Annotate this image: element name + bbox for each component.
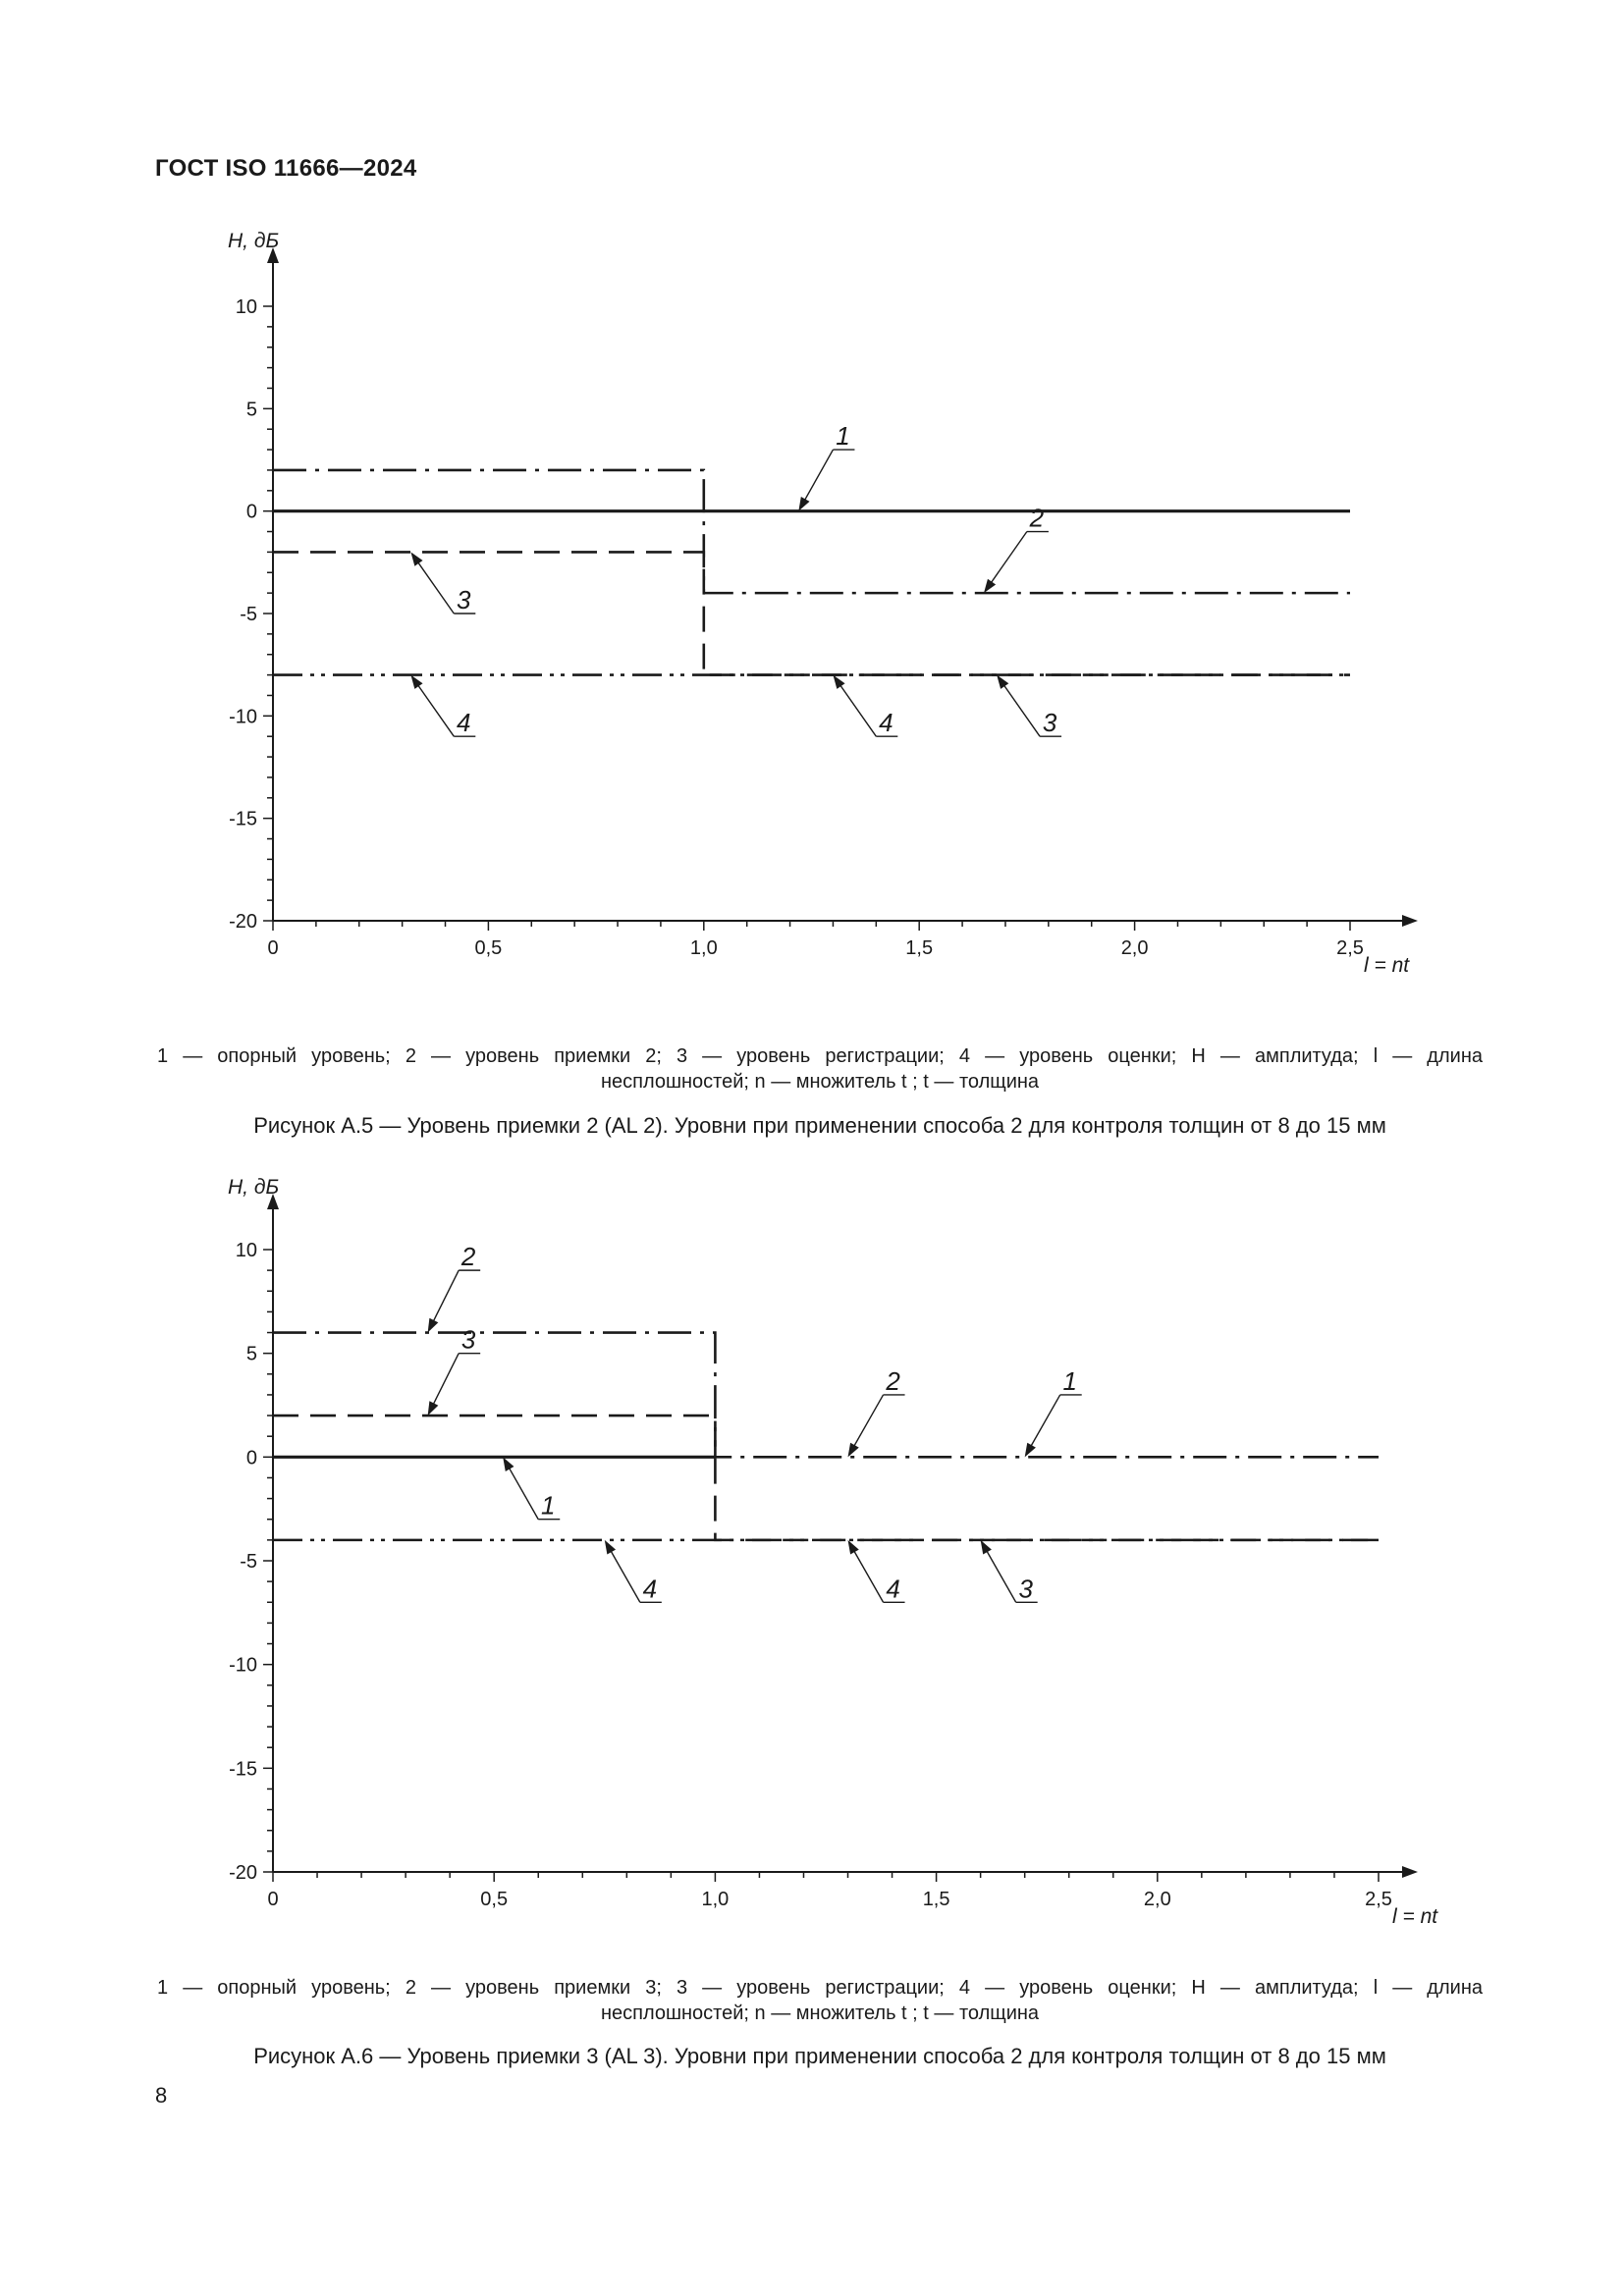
series-line-3 <box>273 1415 1379 1540</box>
annotation-leader <box>429 1354 459 1413</box>
x-tick-label: 1,0 <box>701 1889 730 1910</box>
figure-legend-a5 <box>157 1043 1483 1095</box>
figure-legend-a6 <box>157 1975 1483 2026</box>
annotation-arrowhead <box>410 675 422 689</box>
annotation-leader <box>983 1543 1016 1602</box>
y-tick-label: -20 <box>229 911 257 933</box>
figure-caption-a5: Рисунок А.5 — Уровень приемки 2 (AL 2). Уровни при применении способа 2 для контроля толщин от 8 до 15 мм <box>253 1113 1386 1138</box>
y-tick-label: 5 <box>245 1343 257 1365</box>
x-tick-label: 0,5 <box>480 1889 509 1910</box>
x-tick-label: 0,5 <box>474 937 503 959</box>
x-tick-label: 1,5 <box>922 1889 950 1910</box>
y-tick-label: 10 <box>235 1240 257 1261</box>
annotation-label: 3 <box>457 585 471 614</box>
document-header: ГОСТ ISO 11666—2024 <box>155 155 417 182</box>
annotation-leader <box>429 1270 459 1329</box>
series-line-3 <box>273 552 1350 674</box>
legend-line-2: несплошностей; n — множитель t ; t — толщина <box>600 1071 1040 1093</box>
x-axis-arrow <box>1402 915 1418 927</box>
annotation-arrowhead <box>1025 1443 1036 1458</box>
y-tick-label: -10 <box>229 1654 257 1677</box>
annotation-leader <box>607 1543 640 1602</box>
annotation-arrowhead <box>503 1457 514 1471</box>
x-tick-label: 1,5 <box>905 937 934 959</box>
annotation-arrowhead <box>984 579 996 593</box>
annotation-arrowhead <box>428 1318 439 1333</box>
annotation-arrowhead <box>428 1401 439 1415</box>
x-tick-label: 2,0 <box>1120 937 1149 959</box>
annotation-label: 4 <box>886 1574 900 1604</box>
annotation-leader <box>999 678 1040 736</box>
y-tick-label: -5 <box>240 604 257 625</box>
annotation-leader <box>413 556 455 614</box>
annotation-label: 1 <box>541 1490 556 1521</box>
y-axis-label: H, дБ <box>228 230 280 252</box>
x-axis-arrow <box>1402 1866 1418 1878</box>
figure-caption-a6: Рисунок А.6 — Уровень приемки 3 (AL 3). Уровни при применении способа 2 для контроля толщин от 8 до 15 мм <box>253 2044 1386 2068</box>
y-tick-label: 5 <box>245 399 257 421</box>
annotation-leader <box>800 450 833 507</box>
annotation-label: 4 <box>457 708 471 738</box>
annotation-leader <box>849 1395 883 1454</box>
annotation-leader <box>1027 1395 1060 1454</box>
legend-line-1: 1 — опорный уровень; 2 — уровень приемки 2; 3 — уровень регистрации; 4 — уровень оценки; H — амплитуда; l — длина <box>157 1045 1483 1067</box>
x-tick-label: 1,0 <box>689 937 718 959</box>
chart-figure-a6 <box>0 1148 1624 1963</box>
y-tick-label: -15 <box>229 1758 257 1781</box>
annotation-leader <box>413 678 455 736</box>
x-axis-label: l = nt <box>1364 954 1410 977</box>
annotation-leader <box>836 678 877 736</box>
annotation-leader <box>505 1461 538 1520</box>
y-axis-label: H, дБ <box>228 1176 280 1199</box>
annotation-label: 1 <box>1062 1365 1077 1396</box>
annotation-leader <box>986 532 1027 590</box>
annotation-label: 1 <box>836 421 850 452</box>
y-tick-label: 10 <box>235 296 257 318</box>
annotation-label: 4 <box>879 708 893 738</box>
annotation-arrowhead <box>981 1540 992 1555</box>
annotation-label: 3 <box>1042 708 1057 738</box>
annotation-label: 3 <box>1018 1574 1033 1604</box>
annotation-arrowhead <box>798 497 809 511</box>
chart-figure-a5 <box>0 206 1624 1031</box>
x-tick-label: 2,5 <box>1365 1889 1392 1910</box>
legend-line-1: 1 — опорный уровень; 2 — уровень приемки 3; 3 — уровень регистрации; 4 — уровень оценки; H — амплитуда; l — длина <box>157 1977 1483 1999</box>
annotation-leader <box>849 1543 883 1602</box>
x-axis-label: l = nt <box>1392 1905 1438 1928</box>
x-tick-label: 0 <box>267 937 279 959</box>
y-tick-label: -15 <box>229 808 257 830</box>
page-number: 8 <box>155 2083 168 2108</box>
x-tick-label: 2,0 <box>1143 1889 1171 1910</box>
annotation-label: 2 <box>460 1242 476 1272</box>
annotation-arrowhead <box>848 1443 859 1458</box>
y-tick-label: -20 <box>229 1862 257 1884</box>
y-tick-label: 0 <box>245 1447 257 1469</box>
y-tick-label: -10 <box>229 706 257 728</box>
legend-line-2: несплошностей; n — множитель t ; t — толщина <box>600 2002 1040 2024</box>
annotation-label: 2 <box>1029 503 1045 533</box>
annotation-arrowhead <box>410 552 422 565</box>
annotation-arrowhead <box>605 1540 616 1555</box>
annotation-label: 3 <box>460 1324 476 1355</box>
x-tick-label: 0 <box>267 1889 279 1910</box>
y-tick-label: 0 <box>245 501 257 523</box>
annotation-label: 2 <box>886 1365 900 1396</box>
annotation-label: 4 <box>642 1574 658 1604</box>
y-tick-label: -5 <box>240 1551 257 1573</box>
annotation-arrowhead <box>833 675 844 689</box>
x-tick-label: 2,5 <box>1336 937 1364 959</box>
annotation-arrowhead <box>848 1540 859 1555</box>
annotation-arrowhead <box>997 675 1008 689</box>
